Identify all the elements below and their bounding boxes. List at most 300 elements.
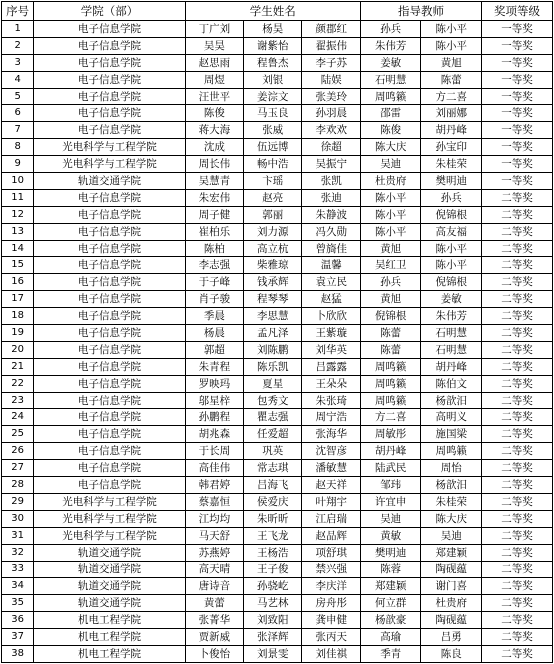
advisor-name-cell: 陈小平	[421, 240, 482, 257]
school-cell: 轨道交通学院	[34, 561, 185, 578]
student-name-cell: 高天晴	[185, 561, 243, 578]
advisor-name-cell: 陈俊	[360, 122, 421, 139]
student-name-cell: 朱昕昕	[244, 510, 302, 527]
table-row	[2, 291, 553, 308]
advisor-name-cell: 石明慧	[421, 341, 482, 358]
award-level-cell: 二等奖	[481, 493, 552, 510]
row-index-cell: 33	[2, 561, 34, 578]
advisor-name-cell: 高友福	[421, 223, 482, 240]
school-cell: 轨道交通学院	[34, 544, 185, 561]
award-level-cell: 二等奖	[481, 274, 552, 291]
award-level-cell: 二等奖	[481, 612, 552, 629]
school-cell: 电子信息学院	[34, 189, 185, 206]
award-level-cell: 二等奖	[481, 527, 552, 544]
row-index-cell: 12	[2, 206, 34, 223]
student-name-cell: 于子峰	[185, 274, 243, 291]
row-index-cell: 38	[2, 645, 34, 662]
advisor-name-cell: 陈小平	[360, 223, 421, 240]
student-name-cell: 卜欣欣	[302, 308, 360, 325]
award-level-cell: 二等奖	[481, 341, 552, 358]
school-cell: 电子信息学院	[34, 308, 185, 325]
advisor-name-cell: 朱伟芳	[360, 37, 421, 54]
student-name-cell: 周子健	[185, 206, 243, 223]
student-name-cell: 孟凡泽	[244, 325, 302, 342]
advisor-name-cell: 黄旭	[360, 240, 421, 257]
school-cell: 光电科学与工程学院	[34, 493, 185, 510]
advisor-name-cell: 陈小平	[421, 21, 482, 38]
award-level-cell: 二等奖	[481, 325, 552, 342]
advisor-name-cell: 陈小平	[421, 257, 482, 274]
table-row	[2, 595, 553, 612]
student-name-cell: 刘陈鹏	[244, 341, 302, 358]
student-name-cell: 王飞龙	[244, 527, 302, 544]
student-name-cell: 张丙天	[302, 629, 360, 646]
table-row	[2, 71, 553, 88]
student-name-cell: 李庆洋	[302, 578, 360, 595]
award-level-cell: 一等奖	[481, 21, 552, 38]
table-row	[2, 375, 553, 392]
award-level-cell: 二等奖	[481, 561, 552, 578]
award-level-cell: 一等奖	[481, 173, 552, 190]
student-name-cell: 周长伟	[185, 156, 243, 173]
advisor-name-cell: 郑建颖	[360, 578, 421, 595]
school-cell: 电子信息学院	[34, 54, 185, 71]
row-index-cell: 11	[2, 189, 34, 206]
student-name-cell: 崔柏乐	[185, 223, 243, 240]
student-name-cell: 侯爱庆	[244, 493, 302, 510]
row-index-cell: 23	[2, 392, 34, 409]
school-cell: 电子信息学院	[34, 325, 185, 342]
table-row	[2, 477, 553, 494]
student-name-cell: 胡兆森	[185, 426, 243, 443]
advisor-name-cell: 陈大庆	[421, 510, 482, 527]
award-level-cell: 二等奖	[481, 409, 552, 426]
award-level-cell: 二等奖	[481, 291, 552, 308]
row-index-cell: 20	[2, 341, 34, 358]
award-level-cell: 二等奖	[481, 189, 552, 206]
row-index-cell: 34	[2, 578, 34, 595]
advisor-name-cell: 高瑜	[360, 629, 421, 646]
school-cell: 电子信息学院	[34, 477, 185, 494]
row-index-cell: 4	[2, 71, 34, 88]
student-name-cell: 江启瑞	[302, 510, 360, 527]
student-name-cell: 朱青程	[185, 358, 243, 375]
advisor-name-cell: 孙兵	[360, 274, 421, 291]
table-row	[2, 325, 553, 342]
student-name-cell: 蔡嘉恒	[185, 493, 243, 510]
row-index-cell: 22	[2, 375, 34, 392]
student-name-cell: 房舟彤	[302, 595, 360, 612]
header-teachers: 指导教师	[360, 2, 481, 21]
student-name-cell: 赵天祥	[302, 477, 360, 494]
student-name-cell: 赵品辉	[302, 527, 360, 544]
award-level-cell: 二等奖	[481, 443, 552, 460]
school-cell: 电子信息学院	[34, 88, 185, 105]
student-name-cell: 王紫璇	[302, 325, 360, 342]
table-row	[2, 37, 553, 54]
table-row	[2, 240, 553, 257]
student-name-cell: 马天舒	[185, 527, 243, 544]
advisor-name-cell: 邹玮	[360, 477, 421, 494]
advisor-name-cell: 周鸣籁	[360, 88, 421, 105]
advisor-name-cell: 陶砚蕴	[421, 561, 482, 578]
advisor-name-cell: 吴红卫	[360, 257, 421, 274]
row-index-cell: 36	[2, 612, 34, 629]
student-name-cell: 赵思雨	[185, 54, 243, 71]
student-name-cell: 马艺林	[244, 595, 302, 612]
header-school: 学院（部）	[34, 2, 185, 21]
advisor-name-cell: 陈大庆	[360, 139, 421, 156]
school-cell: 电子信息学院	[34, 409, 185, 426]
table-row	[2, 139, 553, 156]
student-name-cell: 温馨	[302, 257, 360, 274]
advisor-name-cell: 胡丹峰	[360, 443, 421, 460]
row-index-cell: 14	[2, 240, 34, 257]
advisor-name-cell: 孙兵	[360, 21, 421, 38]
school-cell: 光电科学与工程学院	[34, 510, 185, 527]
advisor-name-cell: 胡丹峰	[421, 122, 482, 139]
advisor-name-cell: 黄敏	[360, 527, 421, 544]
student-name-cell: 柴雅琼	[244, 257, 302, 274]
table-row	[2, 308, 553, 325]
student-name-cell: 钱承辉	[244, 274, 302, 291]
row-index-cell: 7	[2, 122, 34, 139]
student-name-cell: 吕海飞	[244, 477, 302, 494]
header-award: 奖项等级	[481, 2, 552, 21]
advisor-name-cell: 周鸣籁	[360, 358, 421, 375]
table-row	[2, 527, 553, 544]
advisor-name-cell: 陈蕾	[360, 325, 421, 342]
student-name-cell: 王子俊	[244, 561, 302, 578]
advisor-name-cell: 杨歆汨	[421, 392, 482, 409]
table-row	[2, 189, 553, 206]
advisor-name-cell: 孙兵	[421, 189, 482, 206]
row-index-cell: 5	[2, 88, 34, 105]
student-name-cell: 沈智彦	[302, 443, 360, 460]
advisor-name-cell: 谢门喜	[421, 578, 482, 595]
advisor-name-cell: 孙宝印	[421, 139, 482, 156]
award-level-cell: 二等奖	[481, 392, 552, 409]
advisor-name-cell: 陈良	[421, 645, 482, 662]
student-name-cell: 程琴琴	[244, 291, 302, 308]
row-index-cell: 32	[2, 544, 34, 561]
table-row	[2, 629, 553, 646]
student-name-cell: 吴昊	[185, 37, 243, 54]
advisor-name-cell: 许宜申	[360, 493, 421, 510]
table-row	[2, 341, 553, 358]
school-cell: 轨道交通学院	[34, 578, 185, 595]
student-name-cell: 朱宏伟	[185, 189, 243, 206]
row-index-cell: 28	[2, 477, 34, 494]
student-name-cell: 张美玲	[302, 88, 360, 105]
award-level-cell: 一等奖	[481, 71, 552, 88]
header-students: 学生姓名	[185, 2, 360, 21]
school-cell: 电子信息学院	[34, 460, 185, 477]
row-index-cell: 30	[2, 510, 34, 527]
school-cell: 电子信息学院	[34, 375, 185, 392]
advisor-name-cell: 樊明迪	[421, 173, 482, 190]
advisor-name-cell: 吴迪	[421, 527, 482, 544]
advisor-name-cell: 吕勇	[421, 629, 482, 646]
school-cell: 电子信息学院	[34, 122, 185, 139]
advisor-name-cell: 倪锦根	[421, 274, 482, 291]
student-name-cell: 刘佳祺	[302, 645, 360, 662]
school-cell: 电子信息学院	[34, 21, 185, 38]
student-name-cell: 朱静波	[302, 206, 360, 223]
student-name-cell: 马玉良	[244, 105, 302, 122]
award-level-cell: 一等奖	[481, 37, 552, 54]
school-cell: 电子信息学院	[34, 291, 185, 308]
advisor-name-cell: 周敏彤	[360, 426, 421, 443]
student-name-cell: 于长周	[185, 443, 243, 460]
table-row	[2, 392, 553, 409]
school-cell: 轨道交通学院	[34, 595, 185, 612]
row-index-cell: 6	[2, 105, 34, 122]
row-index-cell: 1	[2, 21, 34, 38]
student-name-cell: 罗映玛	[185, 375, 243, 392]
row-index-cell: 29	[2, 493, 34, 510]
advisor-name-cell: 杜贵府	[360, 173, 421, 190]
advisor-name-cell: 郑建颖	[421, 544, 482, 561]
student-name-cell: 陈乐凯	[244, 358, 302, 375]
student-name-cell: 刘景雯	[244, 645, 302, 662]
student-name-cell: 卜俊怡	[185, 645, 243, 662]
student-name-cell: 李思慧	[244, 308, 302, 325]
table-row	[2, 105, 553, 122]
student-name-cell: 姜淙文	[244, 88, 302, 105]
student-name-cell: 陈柏	[185, 240, 243, 257]
advisor-name-cell: 杨歆豪	[360, 612, 421, 629]
advisor-name-cell: 周鸣籁	[360, 392, 421, 409]
school-cell: 电子信息学院	[34, 257, 185, 274]
student-name-cell: 叶翔宇	[302, 493, 360, 510]
advisor-name-cell: 倪锦根	[421, 206, 482, 223]
advisor-name-cell: 姜敏	[360, 54, 421, 71]
student-name-cell: 包秀文	[244, 392, 302, 409]
student-name-cell: 张威	[244, 122, 302, 139]
student-name-cell: 袁立民	[302, 274, 360, 291]
student-name-cell: 徐超	[302, 139, 360, 156]
row-index-cell: 24	[2, 409, 34, 426]
row-index-cell: 13	[2, 223, 34, 240]
advisor-name-cell: 方二喜	[360, 409, 421, 426]
row-index-cell: 2	[2, 37, 34, 54]
student-name-cell: 蒋大海	[185, 122, 243, 139]
school-cell: 机电工程学院	[34, 612, 185, 629]
advisor-name-cell: 陈伯文	[421, 375, 482, 392]
student-name-cell: 王朵朵	[302, 375, 360, 392]
row-index-cell: 9	[2, 156, 34, 173]
row-index-cell: 3	[2, 54, 34, 71]
advisor-name-cell: 黄旭	[421, 54, 482, 71]
student-name-cell: 肖子骏	[185, 291, 243, 308]
school-cell: 电子信息学院	[34, 223, 185, 240]
row-index-cell: 16	[2, 274, 34, 291]
school-cell: 光电科学与工程学院	[34, 139, 185, 156]
row-index-cell: 19	[2, 325, 34, 342]
student-name-cell: 张凯	[302, 173, 360, 190]
student-name-cell: 曾旖佳	[302, 240, 360, 257]
table-row	[2, 274, 553, 291]
school-cell: 电子信息学院	[34, 274, 185, 291]
advisor-name-cell: 陆武民	[360, 460, 421, 477]
table-header	[2, 2, 553, 21]
student-name-cell: 苏燕婷	[185, 544, 243, 561]
table-row	[2, 426, 553, 443]
award-level-cell: 二等奖	[481, 240, 552, 257]
school-cell: 电子信息学院	[34, 443, 185, 460]
advisor-name-cell: 陈小平	[360, 189, 421, 206]
award-level-cell: 二等奖	[481, 477, 552, 494]
row-index-cell: 35	[2, 595, 34, 612]
table-row	[2, 612, 553, 629]
student-name-cell: 高立杭	[244, 240, 302, 257]
student-name-cell: 张海华	[302, 426, 360, 443]
advisor-name-cell: 邵雷	[360, 105, 421, 122]
student-name-cell: 张迪	[302, 189, 360, 206]
advisor-name-cell: 杨歆汨	[421, 477, 482, 494]
student-name-cell: 吴振宁	[302, 156, 360, 173]
advisor-name-cell: 胡丹峰	[421, 358, 482, 375]
student-name-cell: 朱张琦	[302, 392, 360, 409]
table-row	[2, 645, 553, 662]
student-name-cell: 韩君婷	[185, 477, 243, 494]
student-name-cell: 谢紫怡	[244, 37, 302, 54]
advisor-name-cell: 倪锦根	[360, 308, 421, 325]
table-row	[2, 493, 553, 510]
student-name-cell: 杨昊	[244, 21, 302, 38]
student-name-cell: 刘力源	[244, 223, 302, 240]
advisor-name-cell: 刘丽娜	[421, 105, 482, 122]
school-cell: 电子信息学院	[34, 71, 185, 88]
advisor-name-cell: 姜敏	[421, 291, 482, 308]
student-name-cell: 季晨	[185, 308, 243, 325]
school-cell: 电子信息学院	[34, 37, 185, 54]
table-row	[2, 54, 553, 71]
table-row	[2, 122, 553, 139]
school-cell: 电子信息学院	[34, 358, 185, 375]
table-row	[2, 409, 553, 426]
student-name-cell: 周宁浩	[302, 409, 360, 426]
table-row	[2, 21, 553, 38]
award-level-cell: 二等奖	[481, 375, 552, 392]
award-level-cell: 二等奖	[481, 629, 552, 646]
table-row	[2, 88, 553, 105]
advisor-name-cell: 施国梁	[421, 426, 482, 443]
school-cell: 电子信息学院	[34, 392, 185, 409]
student-name-cell: 翟振伟	[302, 37, 360, 54]
row-index-cell: 31	[2, 527, 34, 544]
student-name-cell: 郭超	[185, 341, 243, 358]
advisor-name-cell: 陶砚蕴	[421, 612, 482, 629]
student-name-cell: 禁兴强	[302, 561, 360, 578]
awards-table	[1, 1, 553, 663]
table-row	[2, 156, 553, 173]
student-name-cell: 冯久勋	[302, 223, 360, 240]
advisor-name-cell: 周鸣籁	[421, 443, 482, 460]
advisor-name-cell: 陈小平	[360, 206, 421, 223]
student-name-cell: 丁广刘	[185, 21, 243, 38]
student-name-cell: 常志琪	[244, 460, 302, 477]
student-name-cell: 孙鹏程	[185, 409, 243, 426]
student-name-cell: 项舒琪	[302, 544, 360, 561]
student-name-cell: 刘华英	[302, 341, 360, 358]
student-name-cell: 高佳伟	[185, 460, 243, 477]
table-row	[2, 443, 553, 460]
award-level-cell: 二等奖	[481, 510, 552, 527]
student-name-cell: 吕露露	[302, 358, 360, 375]
advisor-name-cell: 朱桂荣	[421, 156, 482, 173]
advisor-name-cell: 何立群	[360, 595, 421, 612]
advisor-name-cell: 陈蕾	[360, 341, 421, 358]
student-name-cell: 任爱超	[244, 426, 302, 443]
student-name-cell: 夏星	[244, 375, 302, 392]
school-cell: 光电科学与工程学院	[34, 156, 185, 173]
student-name-cell: 刘致阳	[244, 612, 302, 629]
student-name-cell: 周煜	[185, 71, 243, 88]
advisor-name-cell: 高明义	[421, 409, 482, 426]
table-row	[2, 223, 553, 240]
school-cell: 轨道交通学院	[34, 173, 185, 190]
student-name-cell: 杨晨	[185, 325, 243, 342]
award-level-cell: 一等奖	[481, 54, 552, 71]
student-name-cell: 颜郡红	[302, 21, 360, 38]
student-name-cell: 程鲁杰	[244, 54, 302, 71]
table-row	[2, 173, 553, 190]
table-row	[2, 578, 553, 595]
student-name-cell: 沈成	[185, 139, 243, 156]
student-name-cell: 唐诗音	[185, 578, 243, 595]
student-name-cell: 畅中浩	[244, 156, 302, 173]
student-name-cell: 刘银	[244, 71, 302, 88]
award-level-cell: 二等奖	[481, 426, 552, 443]
award-level-cell: 二等奖	[481, 223, 552, 240]
student-name-cell: 伍远博	[244, 139, 302, 156]
student-name-cell: 巩英	[244, 443, 302, 460]
award-level-cell: 二等奖	[481, 460, 552, 477]
table-row	[2, 544, 553, 561]
advisor-name-cell: 周鸣籁	[360, 375, 421, 392]
award-level-cell: 一等奖	[481, 139, 552, 156]
header-row	[2, 2, 553, 21]
student-name-cell: 赵猛	[302, 291, 360, 308]
row-index-cell: 10	[2, 173, 34, 190]
advisor-name-cell: 杜贵府	[421, 595, 482, 612]
student-name-cell: 陆娱	[302, 71, 360, 88]
row-index-cell: 37	[2, 629, 34, 646]
student-name-cell: 吴慧青	[185, 173, 243, 190]
advisor-name-cell: 樊明迪	[360, 544, 421, 561]
student-name-cell: 卞瑶	[244, 173, 302, 190]
student-name-cell: 赵亮	[244, 189, 302, 206]
award-level-cell: 二等奖	[481, 578, 552, 595]
school-cell: 电子信息学院	[34, 206, 185, 223]
award-level-cell: 二等奖	[481, 308, 552, 325]
award-level-cell: 一等奖	[481, 105, 552, 122]
award-level-cell: 二等奖	[481, 206, 552, 223]
student-name-cell: 孙羽晨	[302, 105, 360, 122]
student-name-cell: 李志强	[185, 257, 243, 274]
student-name-cell: 陈俊	[185, 105, 243, 122]
advisor-name-cell: 朱桂荣	[421, 493, 482, 510]
row-index-cell: 21	[2, 358, 34, 375]
advisor-name-cell: 周怡	[421, 460, 482, 477]
student-name-cell: 邬星梓	[185, 392, 243, 409]
row-index-cell: 18	[2, 308, 34, 325]
advisor-name-cell: 石明慧	[421, 325, 482, 342]
table-row	[2, 561, 553, 578]
advisor-name-cell: 方二喜	[421, 88, 482, 105]
